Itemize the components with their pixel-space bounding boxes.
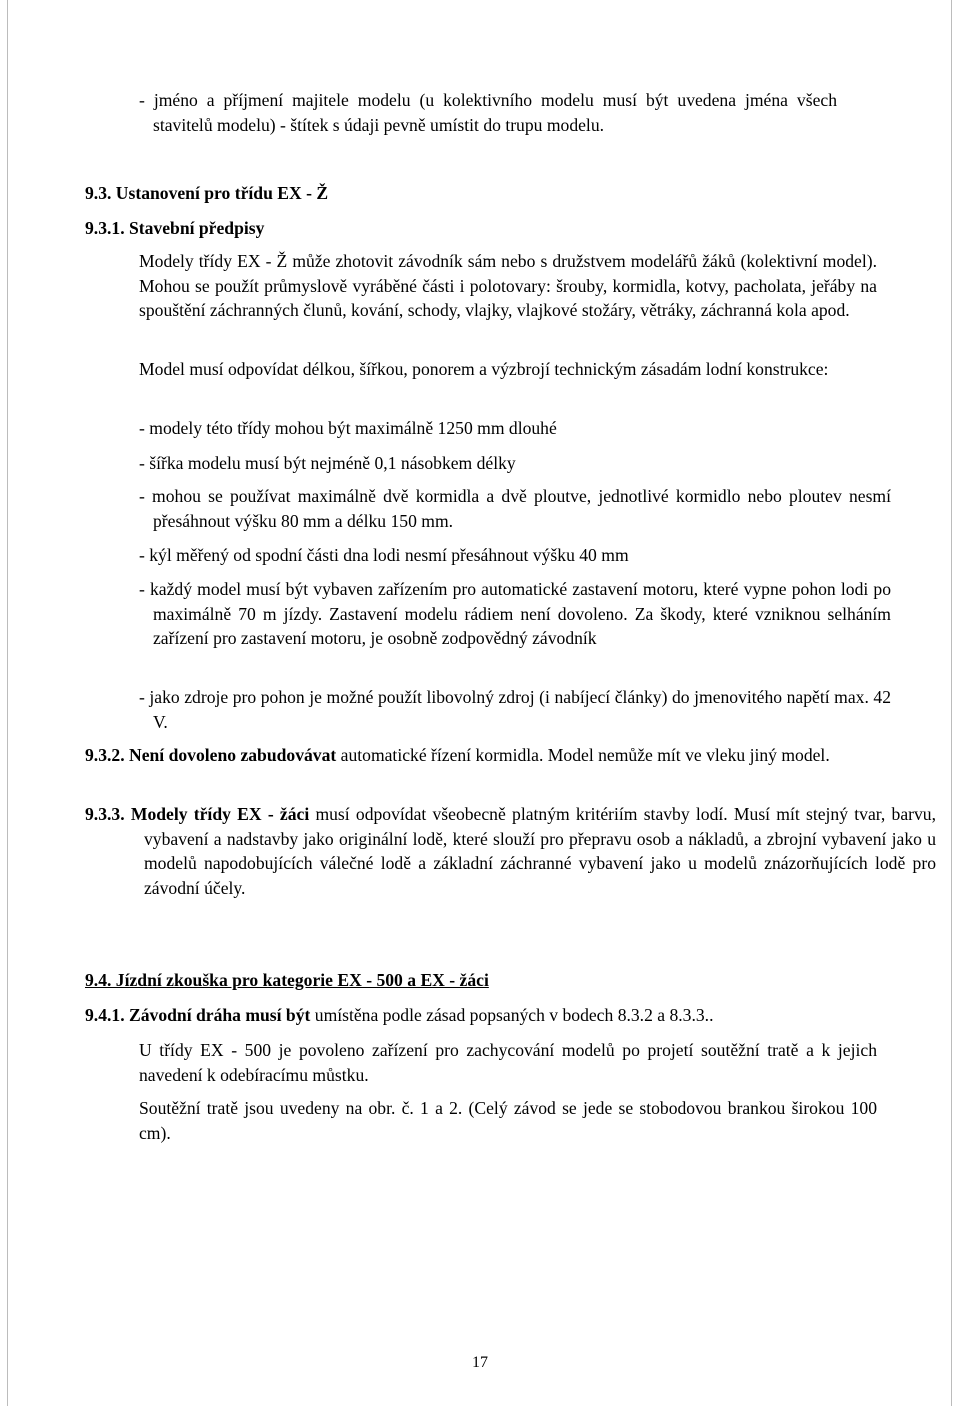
clause-bold-lead: Není dovoleno zabudovávat: [129, 745, 337, 765]
list-item-min-width: - šířka modelu musí být nejméně 0,1 násobkem délky: [139, 453, 516, 473]
section-heading-9-4: 9.4. Jízdní zkouška pro kategorie EX - 500 a EX - žáci: [85, 970, 489, 990]
page-number: 17: [472, 1354, 488, 1371]
clause-number: 9.3.3.: [85, 804, 125, 824]
list-item-auto-stop: - každý model musí být vybaven zařízením pro automatické zastavení motoru, které vypne pohon lodi po maximálně 70 m jízdy. Zastavení modelu rádiem není dovoleno. Za škody, které vzniknou selháním zařízení pro zastavení motoru, je osobně zodpovědný závodník: [139, 579, 891, 648]
clause-text: automatické řízení kormidla. Model nemůže mít ve vleku jiný model.: [336, 745, 830, 765]
list-item-keel-height: - kýl měřený od spodní části dna lodi nesmí přesáhnout výšku 40 mm: [139, 545, 629, 565]
page-edge-right: [951, 0, 952, 1406]
list-item-max-length: - modely této třídy mohou být maximálně 1250 mm dlouhé: [139, 418, 557, 438]
clause-number: 9.4.1.: [85, 1005, 125, 1025]
clause-number: 9.3.2.: [85, 745, 125, 765]
list-item-owner-name: - jméno a příjmení majitele modelu (u kolektivního modelu musí být uvedena jména všech stavitelů modelu) - štítek s údaji pevně umístit do trupu modelu.: [139, 90, 837, 135]
paragraph-construction-rules: Modely třídy EX - Ž může zhotovit závodník sám nebo s družstvem modelářů žáků (kolektivní model). Mohou se použít průmyslově vyráběné části i polotovary: šrouby, kormidla, kotvy, pacholata, jeřáby na spouštění záchranných člunů, kování, schody, vlajky, vlajkové stožáry, větráky, záchranná kola apod.: [139, 251, 877, 320]
paragraph-9-3-2: [85, 743, 936, 768]
clause-bold-lead: Modely třídy EX - žáci: [130, 804, 310, 824]
paragraph-catching-device: U třídy EX - 500 je povoleno zařízení pro zachycování modelů po projetí soutěžní tratě a k jejich navedení k odebíracímu můstku.: [139, 1040, 877, 1085]
paragraph-9-3-3: [85, 802, 936, 900]
list-item-rudders-fins: - mohou se používat maximálně dvě kormidla a dvě ploutve, jednotlivé kormidlo nebo ploutev nesmí přesáhnout výšku 80 mm a délku 150 mm.: [139, 486, 891, 531]
page-edge-left: [7, 0, 8, 1406]
subsection-heading-9-3-1: 9.3.1. Stavební předpisy: [85, 218, 265, 238]
paragraph-model-requirements: Model musí odpovídat délkou, šířkou, ponorem a výzbrojí technickým zásadám lodní konstrukce:: [139, 359, 829, 379]
clause-bold-lead: Závodní dráha musí být: [129, 1005, 311, 1025]
paragraph-race-tracks: Soutěžní tratě jsou uvedeny na obr. č. 1 a 2. (Celý závod se jede se stobodovou brankou širokou 100 cm).: [139, 1098, 877, 1143]
section-heading-9-3: 9.3. Ustanovení pro třídu EX - Ž: [85, 183, 329, 203]
list-item-power-source: - jako zdroje pro pohon je možné použít libovolný zdroj (i nabíjecí články) do jmenovitého napětí max. 42 V.: [139, 687, 891, 732]
clause-text: umístěna podle zásad popsaných v bodech 8.3.2 a 8.3.3..: [310, 1005, 714, 1025]
paragraph-9-4-1: [85, 1003, 877, 1028]
clause-text: musí odpovídat všeobecně platným kritériím stavby lodí. Musí mít stejný tvar, barvu, vybavení a nadstavby jako originální lodě, které slouží pro přepravu osob a nákladů, a zbrojní vybavení jako u modelů napodobujících válečné lodě a základní záchranné vybavení jako u modelů znázorňujících lodě pro závodní účely.: [144, 804, 937, 898]
